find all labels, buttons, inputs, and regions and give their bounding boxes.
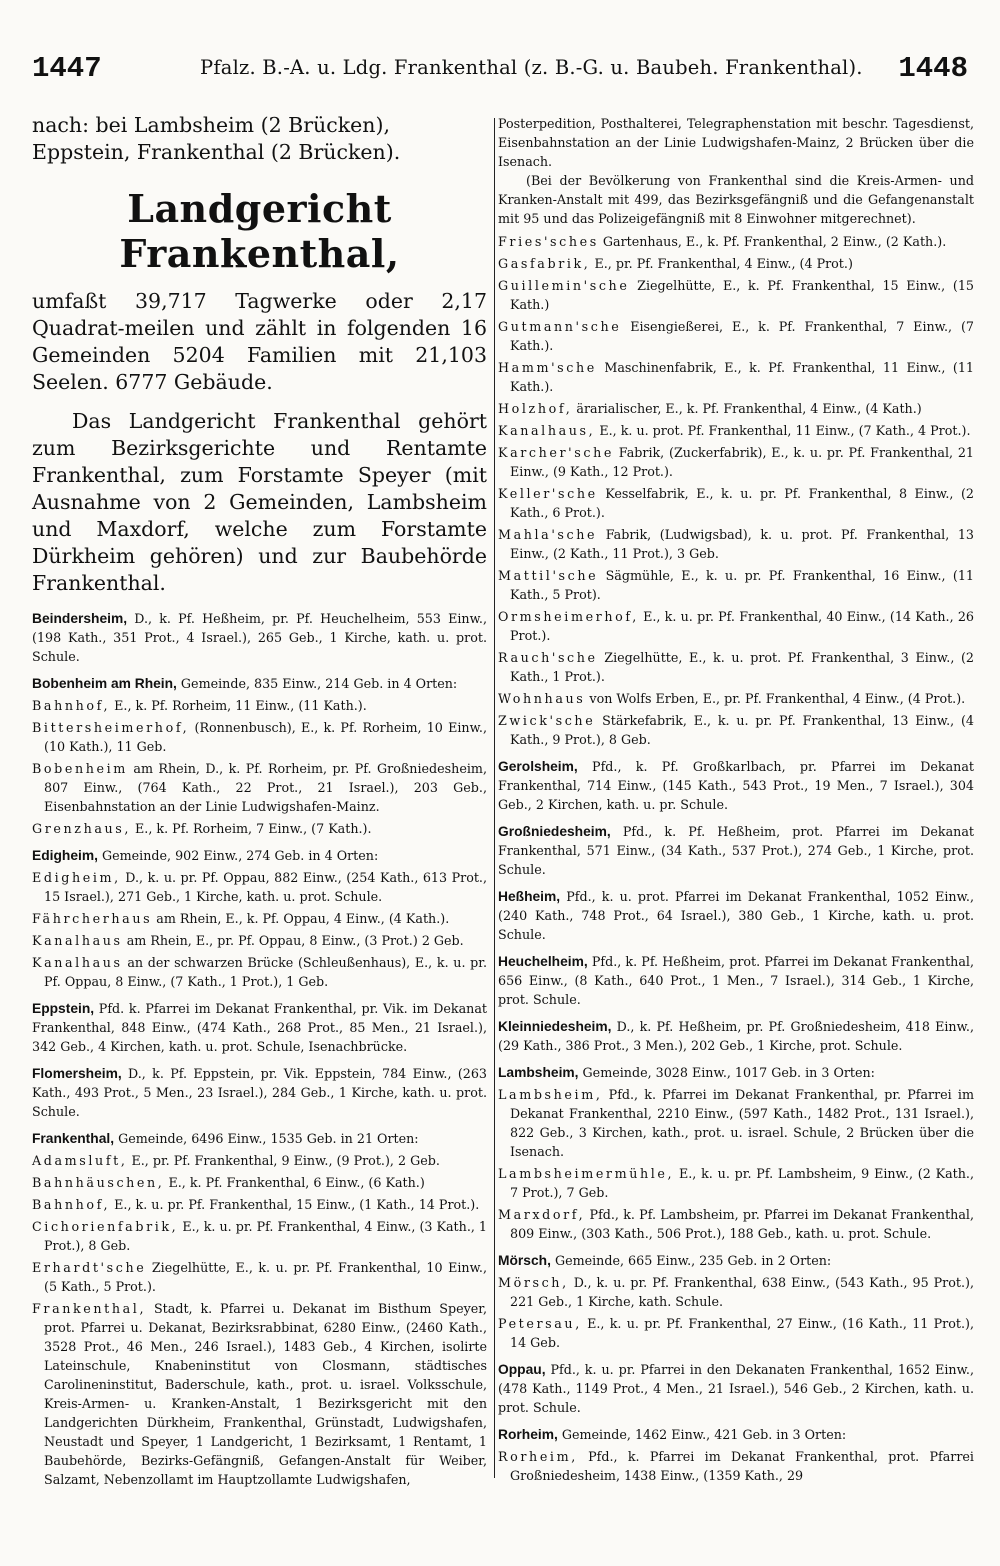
- entry-text: E., pr. Pf. Frankenthal, 4 Einw., (4 Prot.): [590, 256, 853, 271]
- gazetteer-subentry: [498, 1447, 974, 1485]
- continued-entry-text: Posterpedition, Posthalterei, Telegraphenstation mit beschr. Tagesdienst, Eisenbahnstation an der Linie Ludwigshafen-Mainz, 2 Brücken über die Isenach.: [498, 116, 974, 169]
- gazetteer-subentry: [32, 759, 487, 816]
- gazetteer-subentry: [498, 232, 974, 251]
- entry-name: Kanalhaus,: [498, 423, 596, 438]
- entry-name: Großniedesheim,: [498, 824, 611, 839]
- entry-text: Gartenhaus, E., k. Pf. Frankenthal, 2 Einw., (2 Kath.).: [598, 234, 947, 249]
- entry-text: (Ronnenbusch), E., k. Pf. Rorheim, 10 Einw., (10 Kath.), 11 Geb.: [44, 720, 487, 754]
- entry-text: E., k. u. pr. Pf. Frankenthal, 15 Einw., (1 Kath., 14 Prot.).: [110, 1197, 480, 1212]
- entry-name: Wohnhaus: [498, 691, 586, 706]
- entry-text: Pfd., k. Pf. Heßheim, prot. Pfarrei im Dekanat Frankenthal, 656 Einw., (8 Kath., 640 Prot., 1 Men., 7 Israel.), 314 Geb., 1 Kirche, prot. Schule.: [498, 954, 974, 1007]
- entry-text: Kesselfabrik, E., k. u. pr. Pf. Frankenthal, 8 Einw., (2 Kath., 6 Prot.).: [510, 486, 974, 520]
- gazetteer-subentry: [498, 358, 974, 396]
- entry-text: E., pr. Pf. Frankenthal, 9 Einw., (9 Prot.), 2 Geb.: [127, 1153, 440, 1168]
- gazetteer-entry: [32, 846, 487, 865]
- entry-name: Ormsheimerhof,: [498, 609, 639, 624]
- entry-name: Eppstein,: [32, 1001, 95, 1016]
- entry-text: D., k. u. pr. Pf. Oppau, 882 Einw., (254 Kath., 613 Prot., 15 Israel.), 271 Geb., 1 Kirche, kath. u. prot. Schule.: [44, 870, 487, 904]
- gazetteer-subentry: [32, 819, 487, 838]
- entry-name: Bahnhäuschen,: [32, 1175, 165, 1190]
- gazetteer-subentry: [498, 1164, 974, 1202]
- running-head: Pfalz. B.-A. u. Ldg. Frankenthal (z. B.-G. u. Baubeh. Frankenthal).: [200, 56, 863, 79]
- section-title: Landgericht Frankenthal,: [119, 186, 400, 276]
- entry-name: Adamsluft,: [32, 1153, 128, 1168]
- entry-name: Fries'sches: [498, 234, 599, 249]
- entry-name: Heuchelheim,: [498, 954, 588, 969]
- entry-text: D., k. Pf. Heßheim, pr. Pf. Großniedesheim, 418 Einw., (29 Kath., 386 Prot., 3 Men.), 202 Geb., 1 Kirche, prot. Schule.: [498, 1019, 974, 1053]
- entry-text: am Rhein, E., pr. Pf. Oppau, 8 Einw., (3 Prot.) 2 Geb.: [122, 933, 464, 948]
- entry-text: E., k. Pf. Rorheim, 7 Einw., (7 Kath.).: [131, 821, 372, 836]
- entry-text: Pfd., k. u. pr. Pfarrei in den Dekanaten Frankenthal, 1652 Einw., (478 Kath., 1149 Prot., 4 Men., 21 Israel.), 546 Geb., 2 Kirchen, kath. u. prot. Schule.: [498, 1362, 974, 1415]
- gazetteer-subentry: [498, 1314, 974, 1352]
- entry-name: Kanalhaus: [32, 955, 123, 970]
- entry-name: Mattil'sche: [498, 568, 599, 583]
- entry-text: E., k. u. prot. Pf. Frankenthal, 11 Einw., (7 Kath., 4 Prot.).: [595, 423, 971, 438]
- gazetteer-entry: [32, 999, 487, 1056]
- entry-text: E., k. Pf. Rorheim, 11 Einw., (11 Kath.).: [110, 698, 367, 713]
- entry-name: Rorheim,: [498, 1449, 578, 1464]
- gazetteer-subentry: [498, 399, 974, 418]
- page-header: [30, 52, 970, 102]
- gazetteer-subentry: [498, 276, 974, 314]
- gazetteer-entry: [498, 1063, 974, 1082]
- gazetteer-entry: [498, 1425, 974, 1444]
- entry-text: Maschinenfabrik, E., k. Pf. Frankenthal, 11 Einw., (11 Kath.).: [510, 360, 974, 394]
- entry-text: am Rhein, D., k. Pf. Rorheim, pr. Pf. Großniedesheim, 807 Einw., (764 Kath., 22 Prot., 21 Israel.), 203 Geb., Eisenbahnstation an der Linie Ludwigshafen-Mainz.: [44, 761, 487, 814]
- entry-name: Edigheim,: [32, 848, 98, 863]
- entry-name: Holzhof,: [498, 401, 573, 416]
- entry-name: Bobenheim: [32, 761, 128, 776]
- entry-name: Mörsch,: [498, 1253, 551, 1268]
- entry-name: Petersau,: [498, 1316, 582, 1331]
- gazetteer-subentry: [32, 1299, 487, 1489]
- page-number-right: 1448: [898, 52, 968, 85]
- gazetteer-entry: [32, 1064, 487, 1121]
- entry-text: E., k. u. pr. Pf. Lambsheim, 9 Einw., (2 Kath., 7 Prot.), 7 Geb.: [510, 1166, 974, 1200]
- gazetteer-subentry: [498, 711, 974, 749]
- entry-name: Zwick'sche: [498, 713, 596, 728]
- entry-name: Rorheim,: [498, 1427, 558, 1442]
- entry-name: Erhardt'sche: [32, 1260, 147, 1275]
- entry-text: Gemeinde, 835 Einw., 214 Geb. in 4 Orten:: [176, 676, 458, 691]
- gazetteer-subentry: [32, 909, 487, 928]
- entry-name: Edigheim,: [32, 870, 121, 885]
- entry-name: Frankenthal,: [32, 1301, 147, 1316]
- gazetteer-entry: [498, 822, 974, 879]
- gazetteer-subentry: [498, 484, 974, 522]
- intro-paragraph: umfaßt 39,717 Tagwerke oder 2,17 Quadrat-meilen und zählt in folgenden 16 Gemeinden 5204 Familien mit 21,103 Seelen. 6777 Gebäude.: [32, 289, 487, 394]
- gazetteer-subentry: [498, 1205, 974, 1243]
- gazetteer-entry: [32, 674, 487, 693]
- gazetteer-subentry: [498, 443, 974, 481]
- gazetteer-entry: [498, 887, 974, 944]
- entry-name: Cichorienfabrik,: [32, 1219, 179, 1234]
- entry-text: Gemeinde, 665 Einw., 235 Geb. in 2 Orten:: [550, 1253, 832, 1268]
- entry-name: Rauch'sche: [498, 650, 598, 665]
- entry-text: Fabrik, (Ludwigsbad), k. u. prot. Pf. Frankenthal, 13 Einw., (2 Kath., 11 Prot.), 3 Geb.: [510, 527, 974, 561]
- gazetteer-subentry: [498, 566, 974, 604]
- right-column: [498, 112, 974, 1485]
- left-column: [32, 112, 487, 1489]
- entry-text: E., k. u. pr. Pf. Frankenthal, 4 Einw., (3 Kath., 1 Prot.), 8 Geb.: [44, 1219, 487, 1253]
- jurisdiction-paragraph: Das Landgericht Frankenthal gehört zum Bezirksgerichte und Rentamte Frankenthal, zum Forstamte Speyer (mit Ausnahme von 2 Gemeinden, Lambsheim und Maxdorf, welche zum Forstamte Dürkheim gehören) und zur Baubehörde Frankenthal.: [32, 409, 487, 595]
- gazetteer-subentry: [32, 1173, 487, 1192]
- entry-text: Fabrik, (Zuckerfabrik), E., k. u. pr. Pf. Frankenthal, 21 Einw., (9 Kath., 12 Prot.).: [510, 445, 974, 479]
- entry-name: Fährcherhaus: [32, 911, 153, 926]
- entry-text: Pfd. k. Pfarrei im Dekanat Frankenthal, pr. Vik. im Dekanat Frankenthal, 848 Einw., (474 Kath., 268 Prot., 85 Men., 21 Israel.), 342 Geb., 4 Kirchen, kath. u. prot. Schule, Isenachbrücke.: [32, 1001, 487, 1054]
- entry-name: Gasfabrik,: [498, 256, 591, 271]
- entry-name: Flomersheim,: [32, 1066, 122, 1081]
- gazetteer-subentry: [498, 1085, 974, 1161]
- entry-name: Guillemin'sche: [498, 278, 630, 293]
- entry-name: Gutmann'sche: [498, 319, 622, 334]
- entry-text: Pfd., k. Pfarrei im Dekanat Frankenthal, pr. Pfarrei im Dekanat Frankenthal, 2210 Einw., (597 Kath., 1482 Prot., 131 Israel.), 822 Geb., 3 Kirchen, kath., prot. u. israel. Schule, 2 Brücken über die Isenach.: [510, 1087, 974, 1159]
- entry-text: am Rhein, E., k. Pf. Oppau, 4 Einw., (4 Kath.).: [152, 911, 450, 926]
- entry-text: Gemeinde, 1462 Einw., 421 Geb. in 3 Orten:: [557, 1427, 847, 1442]
- entry-text: von Wolfs Erben, E., pr. Pf. Frankenthal, 4 Einw., (4 Prot.).: [585, 691, 966, 706]
- gazetteer-subentry: [32, 1151, 487, 1170]
- entry-name: Kleinniedesheim,: [498, 1019, 612, 1034]
- gazetteer-subentry: [498, 525, 974, 563]
- entry-text: Gemeinde, 902 Einw., 274 Geb. in 4 Orten:: [97, 848, 379, 863]
- gazetteer-subentry: [32, 1258, 487, 1296]
- gazetteer-subentry: [498, 421, 974, 440]
- entry-text: Stärkefabrik, E., k. u. pr. Pf. Frankenthal, 13 Einw., (4 Kath., 9 Prot.), 8 Geb.: [510, 713, 974, 747]
- entry-text: an der schwarzen Brücke (Schleußenhaus), E., k. u. pr. Pf. Oppau, 8 Einw., (7 Kath., 1 Prot.), 1 Geb.: [44, 955, 487, 989]
- entry-name: Lambsheim,: [498, 1065, 579, 1080]
- entry-text: Stadt, k. Pfarrei u. Dekanat im Bisthum Speyer, prot. Pfarrei u. Dekanat, Bezirksrabbinat, 6280 Einw., (2460 Kath., 3528 Prot., 46 Men., 246 Israel.), 1483 Geb., 4 Kirchen, isolirte Lateinschule, Knabeninstitut von Closmann, städtisches Carolineninstitut, Baderschule, kath., prot. u. israel. Volksschule, Kreis-Armen- u. Kranken-Anstalt, 1 Bezirksgericht mit den Landgerichten Dürkheim, Frankenthal, Grünstadt, Ludwigshafen, Neustadt und Speyer, 1 Landgericht, 1 Bezirksamt, 1 Rentamt, 1 Baubehörde, Bezirks-Gefängniß, Gefangen-Anstalt für Weiber, Salzamt, Nebenzollamt im Hauptzollamte Ludwigshafen,: [44, 1301, 487, 1487]
- gazetteer-subentry: [32, 1195, 487, 1214]
- entry-name: Hamm'sche: [498, 360, 597, 375]
- entry-name: Keller'sche: [498, 486, 598, 501]
- entry-name: Oppau,: [498, 1362, 546, 1377]
- entry-text: Ziegelhütte, E., k. u. pr. Pf. Frankenthal, 10 Einw., (5 Kath., 5 Prot.).: [44, 1260, 487, 1294]
- gazetteer-entry: [498, 1251, 974, 1270]
- entry-name: Heßheim,: [498, 889, 561, 904]
- entry-text: E., k. Pf. Frankenthal, 6 Einw., (6 Kath.): [164, 1175, 425, 1190]
- gazetteer-entry: [498, 757, 974, 814]
- entry-text: Gemeinde, 3028 Einw., 1017 Geb. in 3 Orten:: [578, 1065, 875, 1080]
- gazetteer-entry: [32, 609, 487, 666]
- gazetteer-subentry: [32, 1217, 487, 1255]
- gazetteer-entry: [498, 952, 974, 1009]
- entry-text: Pfd., k. Pfarrei im Dekanat Frankenthal, prot. Pfarrei Großniedesheim, 1438 Einw., (1359 Kath., 29: [510, 1449, 974, 1483]
- entry-text: Pfd., k. Pf. Heßheim, prot. Pfarrei im Dekanat Frankenthal, 571 Einw., (34 Kath., 537 Prot.), 274 Geb., 1 Kirche, prot. Schule.: [498, 824, 974, 877]
- entry-text: Pfd., k. Pf. Großkarlbach, pr. Pfarrei im Dekanat Frankenthal, 714 Einw., (145 Kath., 543 Prot., 19 Men., 7 Israel.), 304 Geb., 2 Kirchen, kath. u. pr. Schule.: [498, 759, 974, 812]
- entry-text: E., k. u. pr. Pf. Frankenthal, 27 Einw., (16 Kath., 11 Prot.), 14 Geb.: [510, 1316, 974, 1350]
- gazetteer-subentry: [498, 607, 974, 645]
- entry-name: Marxdorf,: [498, 1207, 586, 1222]
- entry-name: Lambsheimermühle,: [498, 1166, 675, 1181]
- entry-text: Ziegelhütte, E., k. u. prot. Pf. Frankenthal, 3 Einw., (2 Kath., 1 Prot.).: [510, 650, 974, 684]
- gazetteer-entry: [498, 1017, 974, 1055]
- entry-name: Bahnhof,: [32, 698, 111, 713]
- entry-text: D., k. Pf. Eppstein, pr. Vik. Eppstein, 784 Einw., (263 Kath., 493 Prot., 5 Men., 23 Israel.), 284 Geb., 1 Kirche, kath. u. prot. Schule.: [32, 1066, 487, 1119]
- entry-text: Ziegelhütte, E., k. Pf. Frankenthal, 15 Einw., (15 Kath.): [510, 278, 974, 312]
- gazetteer-subentry: [32, 931, 487, 950]
- gazetteer-entry: [498, 1360, 974, 1417]
- entry-name: Karcher'sche: [498, 445, 614, 460]
- gazetteer-subentry: [32, 696, 487, 715]
- gazetteer-subentry: [498, 254, 974, 273]
- gazetteer-subentry: [498, 689, 974, 708]
- entry-text: ärarialischer, E., k. Pf. Frankenthal, 4 Einw., (4 Kath.): [572, 401, 922, 416]
- continued-text: nach: bei Lambsheim (2 Brücken), Eppstein, Frankenthal (2 Brücken).: [32, 113, 401, 164]
- gazetteer-subentry: [32, 868, 487, 906]
- entry-name: Bittersheimerhof,: [32, 720, 190, 735]
- entry-name: Kanalhaus: [32, 933, 123, 948]
- gazetteer-subentry: [32, 718, 487, 756]
- gazetteer-subentry: [498, 317, 974, 355]
- gazetteer-subentry: [498, 648, 974, 686]
- entry-text: Pfd., k. u. prot. Pfarrei im Dekanat Frankenthal, 1052 Einw., (240 Kath., 748 Prot., 64 Israel.), 380 Geb., 1 Kirche, kath. u. prot. Schule.: [498, 889, 974, 942]
- column-divider: [494, 118, 495, 1478]
- entry-text: D., k. u. pr. Pf. Frankenthal, 638 Einw., (543 Kath., 95 Prot.), 221 Geb., 1 Kirche, kath. Schule.: [510, 1275, 974, 1309]
- entry-text: Pfd., k. Pf. Lambsheim, pr. Pfarrei im Dekanat Frankenthal, 809 Einw., (303 Kath., 506 Prot.), 188 Geb., kath. u. prot. Schule.: [510, 1207, 974, 1241]
- entry-name: Mahla'sche: [498, 527, 598, 542]
- entry-text: D., k. Pf. Heßheim, pr. Pf. Heuchelheim, 553 Einw., (198 Kath., 351 Prot., 4 Israel.), 265 Geb., 1 Kirche, kath. u. prot. Schule.: [32, 611, 487, 664]
- entry-name: Gerolsheim,: [498, 759, 578, 774]
- population-note: (Bei der Bevölkerung von Frankenthal sind die Kreis-Armen- und Kranken-Anstalt mit 499, das Bezirksgefängniß und die Gefangenanstalt mit 95 und das Polizeigefängniß mit 8 Einwohner mitgerechnet).: [498, 173, 974, 226]
- gazetteer-subentry: [32, 953, 487, 991]
- entry-text: E., k. u. pr. Pf. Frankenthal, 40 Einw., (14 Kath., 26 Prot.).: [510, 609, 974, 643]
- entry-name: Mörsch,: [498, 1275, 569, 1290]
- entry-name: Bobenheim am Rhein,: [32, 676, 177, 691]
- entry-text: Sägmühle, E., k. u. pr. Pf. Frankenthal, 16 Einw., (11 Kath., 5 Prot).: [510, 568, 974, 602]
- gazetteer-subentry: [498, 1273, 974, 1311]
- entry-name: Frankenthal,: [32, 1131, 115, 1146]
- page-number-left: 1447: [32, 52, 102, 85]
- entry-text: Eisengießerei, E., k. Pf. Frankenthal, 7 Einw., (7 Kath.).: [510, 319, 974, 353]
- entry-name: Grenzhaus,: [32, 821, 132, 836]
- entry-name: Beindersheim,: [32, 611, 128, 626]
- entry-name: Bahnhof,: [32, 1197, 111, 1212]
- entry-name: Lambsheim,: [498, 1087, 603, 1102]
- gazetteer-entry: [32, 1129, 487, 1148]
- entry-text: Gemeinde, 6496 Einw., 1535 Geb. in 21 Orten:: [114, 1131, 419, 1146]
